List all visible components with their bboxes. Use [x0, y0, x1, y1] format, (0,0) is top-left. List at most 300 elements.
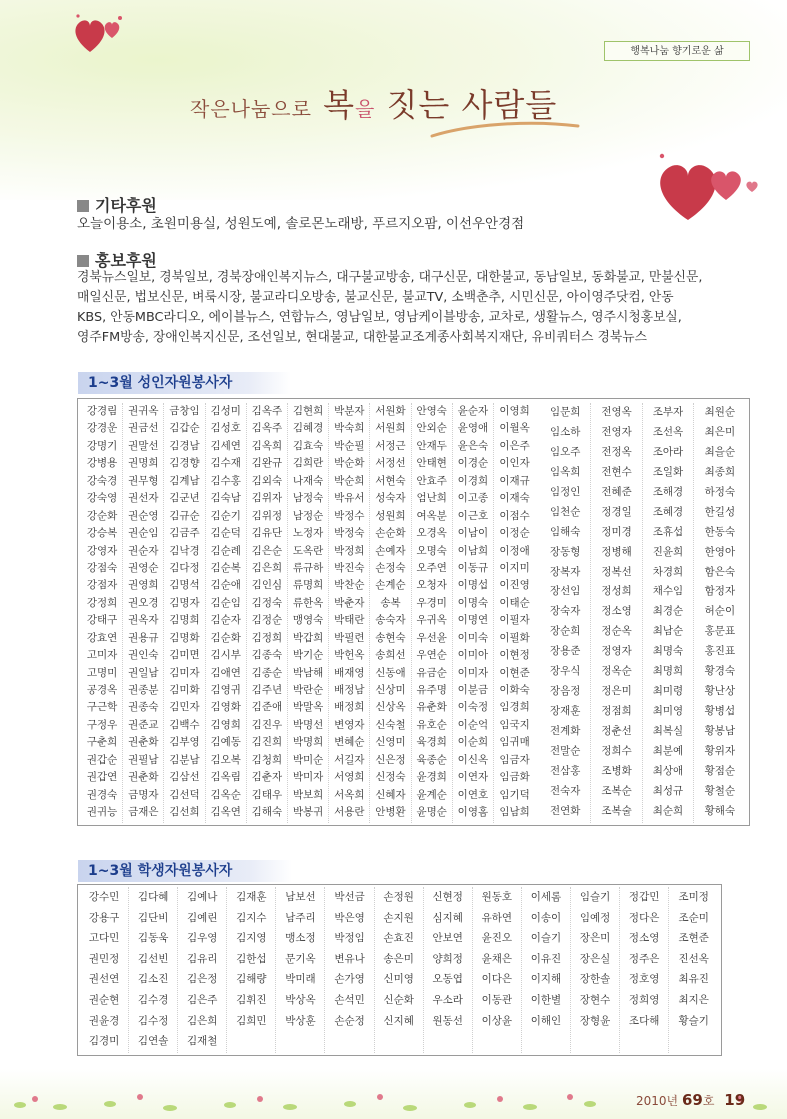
volunteer-name: 송현숙 — [375, 631, 406, 644]
volunteer-name: 박찬순 — [334, 579, 365, 592]
volunteer-name: 신은정 — [375, 753, 406, 766]
volunteer-name: 김영귀 — [210, 684, 241, 696]
volunteer-name: 권오경 — [128, 596, 159, 609]
volunteer-name: 강용구 — [88, 911, 120, 924]
volunteer-name: 고미자 — [86, 649, 118, 662]
name-column — [643, 403, 694, 823]
volunteer-name: 김은희 — [187, 1014, 218, 1027]
volunteer-name: 이현정 — [499, 649, 530, 662]
volunteer-name: 정희영 — [628, 993, 660, 1006]
student-volunteers-grid — [77, 884, 722, 1056]
volunteer-name: 김진우 — [251, 718, 283, 731]
volunteer-name: 황난상 — [704, 685, 736, 698]
volunteer-name: 이세롬 — [530, 891, 562, 903]
volunteer-name: 배정남 — [334, 684, 365, 696]
volunteer-name: 조선옥 — [652, 425, 684, 438]
pr-line: 경북뉴스일보, 경북일보, 경북장애인복지뉴스, 대구불교방송, 대구신문, 대한불교, 동남일보, 동화불교, 만불신문, — [77, 270, 703, 285]
name-column — [123, 403, 164, 823]
volunteer-name: 최지은 — [678, 993, 709, 1006]
volunteer-name: 박유서 — [334, 492, 365, 505]
volunteer-name: 김수홍 — [210, 474, 241, 487]
volunteer-name: 서원희 — [375, 422, 406, 435]
volunteer-name: 장용준 — [549, 645, 581, 658]
volunteer-name: 권귀능 — [86, 806, 118, 819]
volunteer-name: 권일남 — [128, 666, 159, 679]
volunteer-name: 권순임 — [128, 527, 159, 540]
volunteer-name: 오청자 — [416, 579, 447, 592]
volunteer-name: 전연화 — [549, 804, 581, 817]
volunteer-name: 손순화 — [375, 527, 406, 540]
volunteer-name: 장은미 — [579, 932, 611, 945]
name-column — [129, 887, 178, 1053]
name-column — [82, 403, 123, 823]
volunteer-name: 김종순 — [251, 666, 283, 679]
volunteer-name: 신상옥 — [375, 701, 406, 714]
volunteer-name: 신정숙 — [375, 771, 406, 784]
volunteer-name: 김옥주 — [251, 422, 283, 435]
volunteer-name: 김유리 — [187, 952, 218, 965]
volunteer-name: 정영자 — [601, 645, 632, 658]
volunteer-name: 강수민 — [88, 891, 120, 903]
volunteer-name: 임소하 — [549, 425, 581, 438]
volunteer-name: 이경순 — [457, 457, 489, 470]
volunteer-name: 김선빈 — [137, 952, 169, 965]
volunteer-name: 최을순 — [704, 445, 736, 458]
volunteer-name: 허순이 — [704, 605, 736, 618]
volunteer-name: 임슬기 — [579, 891, 611, 903]
volunteer-name: 임기덕 — [499, 788, 530, 801]
name-column — [178, 887, 227, 1053]
volunteer-name: 윤진오 — [481, 932, 513, 945]
volunteer-name: 양희정 — [432, 952, 463, 965]
volunteer-name: 이한별 — [530, 993, 562, 1006]
volunteer-name: 정병해 — [601, 545, 632, 558]
volunteer-name: 권옥자 — [128, 614, 159, 627]
volunteer-name: 김재훈 — [236, 891, 267, 903]
volunteer-name: 김숙남 — [210, 492, 241, 505]
volunteer-name: 최명희 — [652, 665, 684, 678]
volunteer-name: 박보희 — [292, 788, 324, 801]
volunteer-name: 김진희 — [251, 736, 283, 749]
name-column — [694, 403, 745, 823]
volunteer-name: 강승복 — [86, 527, 118, 540]
volunteer-name: 김은정 — [187, 973, 218, 986]
volunteer-name: 권영순 — [128, 561, 159, 574]
volunteer-name: 윤순자 — [457, 405, 489, 417]
volunteer-name: 김위자 — [251, 492, 283, 505]
volunteer-name: 박말옥 — [292, 701, 324, 714]
volunteer-name: 신상미 — [375, 684, 406, 696]
square-bullet-icon — [77, 255, 89, 267]
volunteer-name: 강명기 — [86, 439, 118, 452]
volunteer-name: 손석민 — [334, 993, 365, 1006]
adult-left-columns — [82, 403, 536, 823]
volunteer-name: 이진영 — [499, 579, 530, 592]
volunteer-name: 전현수 — [601, 465, 632, 478]
footer-issue-number: 69 — [681, 1091, 703, 1109]
volunteer-name: 김소진 — [137, 973, 169, 986]
volunteer-name: 김예나 — [187, 891, 218, 903]
volunteer-name: 권필남 — [128, 753, 159, 766]
volunteer-name: 이동관 — [481, 993, 513, 1006]
volunteer-name: 권갑순 — [86, 753, 118, 766]
volunteer-name: 강병용 — [86, 457, 118, 470]
volunteer-name: 권말선 — [128, 439, 159, 452]
volunteer-name: 강점숙 — [86, 561, 118, 574]
volunteer-name: 여옥분 — [416, 509, 447, 522]
volunteer-name: 신숙철 — [375, 718, 406, 731]
volunteer-name: 정옥순 — [601, 665, 632, 678]
volunteer-name: 김우영 — [187, 932, 218, 945]
volunteer-name: 강정희 — [86, 596, 118, 609]
volunteer-name: 이명숙 — [457, 596, 489, 609]
volunteer-name: 임오주 — [549, 445, 581, 458]
volunteer-name: 김해량 — [236, 973, 267, 986]
volunteer-name: 황경숙 — [704, 665, 736, 678]
volunteer-name: 전삼홍 — [549, 764, 581, 777]
volunteer-name: 송숙자 — [375, 614, 406, 627]
volunteer-name: 김명자 — [169, 596, 200, 609]
volunteer-name: 김금주 — [169, 527, 200, 540]
volunteer-name: 권무형 — [128, 474, 159, 487]
volunteer-name: 이현준 — [499, 666, 530, 679]
volunteer-name: 우연순 — [416, 649, 447, 662]
volunteer-name: 서원화 — [375, 405, 406, 417]
volunteer-name: 함은숙 — [704, 565, 736, 578]
volunteer-name: 김희란 — [292, 457, 324, 470]
name-column — [329, 403, 370, 823]
volunteer-name: 조복술 — [601, 804, 632, 817]
volunteer-name: 정복선 — [601, 565, 632, 578]
volunteer-name: 안보연 — [432, 932, 463, 945]
volunteer-name: 강영자 — [86, 544, 118, 557]
volunteer-name: 이필화 — [499, 631, 530, 644]
volunteer-name: 정소영 — [628, 932, 660, 945]
volunteer-name: 김선덕 — [169, 788, 200, 801]
volunteer-name: 이다은 — [481, 973, 513, 986]
volunteer-name: 유춘화 — [416, 701, 447, 714]
volunteer-name: 윤채은 — [481, 952, 513, 965]
volunteer-name: 장숙자 — [549, 605, 581, 618]
volunteer-name: 김해숙 — [251, 806, 283, 819]
volunteer-name: 황봉남 — [704, 725, 736, 737]
volunteer-name: 이숙정 — [457, 701, 489, 714]
volunteer-name: 조미정 — [678, 891, 709, 903]
volunteer-name: 김수재 — [210, 457, 241, 470]
volunteer-name: 김세연 — [210, 439, 241, 452]
volunteer-name: 최복실 — [652, 725, 684, 737]
volunteer-name: 육종순 — [416, 753, 447, 766]
volunteer-name: 권선연 — [88, 973, 120, 986]
volunteer-name: 유하연 — [481, 911, 513, 924]
volunteer-name: 박미래 — [285, 973, 316, 986]
volunteer-name: 금창임 — [169, 405, 200, 417]
volunteer-name: 권갑연 — [86, 771, 118, 784]
volunteer-name: 김백수 — [169, 718, 200, 731]
volunteer-name: 강경림 — [86, 405, 118, 417]
volunteer-name: 권민정 — [88, 952, 120, 965]
volunteer-name: 윤명순 — [416, 806, 447, 819]
volunteer-name: 정춘선 — [601, 725, 632, 737]
volunteer-name: 조일화 — [652, 465, 684, 478]
volunteer-name: 이근호 — [457, 509, 489, 522]
volunteer-name: 권종분 — [128, 684, 159, 696]
volunteer-name: 이재규 — [499, 474, 530, 487]
name-column — [412, 403, 453, 823]
volunteer-name: 김옥희 — [251, 439, 283, 452]
volunteer-name: 서옥희 — [334, 788, 365, 801]
volunteer-name: 박선금 — [334, 891, 365, 903]
volunteer-name: 박명희 — [292, 736, 324, 749]
volunteer-name: 이유진 — [530, 952, 562, 965]
volunteer-name: 진윤희 — [652, 545, 684, 558]
volunteer-name: 박상훈 — [285, 1014, 316, 1027]
volunteer-name: 변영자 — [334, 718, 365, 731]
name-column — [669, 887, 718, 1053]
volunteer-name: 장음정 — [549, 685, 581, 698]
heart-cluster-top-left-icon — [70, 10, 130, 60]
volunteer-name: 박숙희 — [334, 422, 365, 435]
volunteer-name: 김은주 — [187, 993, 218, 1006]
volunteer-name: 박정임 — [334, 932, 365, 945]
volunteer-name: 우소라 — [432, 993, 463, 1006]
volunteer-name: 최유진 — [678, 973, 709, 986]
adult-volunteers-grid — [77, 398, 750, 826]
volunteer-name: 이필자 — [499, 614, 530, 627]
volunteer-name: 정주은 — [628, 952, 660, 965]
volunteer-name: 임천순 — [549, 505, 581, 518]
volunteer-name: 김재철 — [187, 1035, 218, 1048]
volunteer-name: 강경운 — [86, 422, 118, 435]
volunteer-name: 이신옥 — [457, 753, 489, 766]
volunteer-name: 구근학 — [86, 701, 118, 714]
volunteer-name: 정순옥 — [601, 625, 632, 638]
volunteer-name: 남정숙 — [292, 492, 324, 505]
volunteer-name: 전계화 — [549, 725, 581, 737]
volunteer-name: 임문희 — [549, 406, 581, 418]
volunteer-name: 한동숙 — [704, 525, 736, 538]
name-column — [227, 887, 276, 1053]
volunteer-name: 구춘희 — [86, 736, 118, 749]
volunteer-name: 손예자 — [375, 544, 406, 557]
volunteer-name: 신혜자 — [375, 788, 406, 801]
volunteer-name: 진선옥 — [678, 952, 709, 965]
page-footer — [636, 1091, 745, 1109]
volunteer-name: 권귀옥 — [128, 405, 159, 417]
volunteer-name: 김주년 — [251, 684, 283, 696]
volunteer-name: 최상애 — [652, 764, 684, 777]
volunteer-name: 김경남 — [169, 439, 200, 452]
volunteer-name: 장동형 — [549, 545, 581, 558]
volunteer-name: 금재은 — [128, 806, 159, 819]
volunteer-name: 강태구 — [86, 614, 118, 627]
volunteer-name: 이지미 — [499, 561, 530, 574]
volunteer-name: 금명자 — [128, 788, 159, 801]
volunteer-name: 박춘자 — [334, 596, 365, 609]
volunteer-name: 심지혜 — [432, 911, 463, 924]
adult-right-columns — [540, 403, 746, 823]
volunteer-name: 김위정 — [251, 509, 283, 522]
volunteer-name: 김정희 — [251, 631, 283, 644]
volunteer-name: 권순자 — [128, 544, 159, 557]
volunteer-name: 서정근 — [375, 439, 406, 452]
volunteer-name: 권종숙 — [128, 701, 159, 714]
volunteer-name: 우경미 — [416, 596, 447, 609]
name-column — [206, 403, 247, 823]
volunteer-name: 권명희 — [128, 457, 159, 470]
volunteer-name: 권선자 — [128, 492, 159, 505]
volunteer-name: 김청희 — [251, 753, 283, 766]
volunteer-name: 이송이 — [530, 911, 562, 924]
volunteer-name: 정갑민 — [628, 891, 660, 903]
volunteer-name: 전영자 — [601, 425, 632, 438]
volunteer-name: 이순억 — [457, 718, 489, 731]
volunteer-name: 황위자 — [704, 744, 736, 757]
volunteer-name: 박명선 — [292, 718, 324, 731]
pr-line: 매일신문, 법보신문, 벼룩시장, 불교라디오방송, 불교신문, 불교TV, 소백춘추, 시민신문, 아이영주닷컴, 안동 — [77, 290, 674, 305]
volunteer-name: 성숙자 — [375, 492, 406, 505]
volunteer-name: 오경옥 — [416, 527, 447, 540]
volunteer-name: 김부영 — [169, 736, 200, 749]
volunteer-name: 서영희 — [334, 771, 365, 784]
volunteer-name: 권영희 — [128, 579, 159, 592]
footer-issue-suffix: 호 — [702, 1094, 715, 1108]
volunteer-name: 김시부 — [210, 649, 241, 662]
volunteer-name: 권용규 — [128, 631, 159, 644]
volunteer-name: 윤계순 — [416, 788, 447, 801]
name-column — [540, 403, 591, 823]
volunteer-name: 김완규 — [251, 457, 283, 470]
volunteer-name: 김민자 — [169, 701, 200, 714]
volunteer-name: 이미숙 — [457, 631, 489, 644]
volunteer-name: 최순희 — [652, 804, 684, 817]
volunteer-name: 권인숙 — [128, 649, 159, 662]
volunteer-name: 장재훈 — [549, 705, 581, 718]
volunteer-name: 최성규 — [652, 784, 684, 797]
volunteer-name: 하정숙 — [704, 485, 736, 498]
volunteer-name: 이태순 — [499, 596, 530, 609]
student-columns — [80, 887, 719, 1053]
volunteer-name: 맹영숙 — [292, 614, 324, 627]
name-column — [164, 403, 205, 823]
volunteer-name: 조현준 — [678, 932, 709, 945]
volunteer-name: 박순화 — [334, 457, 365, 470]
volunteer-name: 이지해 — [530, 973, 562, 986]
volunteer-name: 김유단 — [251, 527, 283, 540]
volunteer-name: 김군년 — [169, 492, 200, 505]
volunteer-name: 육경희 — [416, 736, 447, 749]
volunteer-name: 이점수 — [499, 509, 530, 522]
volunteer-name: 박은영 — [334, 911, 365, 924]
volunteer-name: 구정우 — [86, 718, 118, 731]
volunteer-name: 유주명 — [416, 684, 447, 696]
volunteer-name: 임귀매 — [499, 736, 530, 749]
volunteer-name: 유금순 — [416, 666, 447, 679]
volunteer-name: 이미자 — [457, 666, 489, 679]
name-column — [591, 403, 642, 823]
volunteer-name: 황점순 — [704, 764, 736, 777]
volunteer-name: 이명섭 — [457, 579, 489, 592]
volunteer-name: 박상옥 — [285, 993, 316, 1006]
adult-volunteers-title: 1~3월 성인자원봉사자 — [78, 372, 291, 394]
volunteer-name: 최미영 — [652, 705, 684, 718]
volunteer-name: 조혜경 — [652, 505, 684, 518]
volunteer-name: 도옥란 — [292, 544, 324, 557]
volunteer-name: 김순기 — [210, 509, 241, 522]
volunteer-name: 최분예 — [652, 744, 684, 757]
volunteer-name: 장한솔 — [579, 973, 611, 986]
volunteer-name: 박정희 — [334, 544, 365, 557]
volunteer-name: 조복순 — [601, 784, 632, 797]
volunteer-name: 이남이 — [457, 527, 489, 540]
volunteer-name: 김은희 — [251, 561, 283, 574]
volunteer-name: 최남순 — [652, 625, 684, 638]
section-body-pr — [77, 268, 737, 348]
name-column — [80, 887, 129, 1053]
volunteer-name: 손가영 — [334, 973, 365, 986]
footer-page-number: 19 — [724, 1091, 746, 1109]
volunteer-name: 김순임 — [210, 596, 241, 609]
volunteer-name: 권금선 — [128, 422, 159, 435]
volunteer-name: 임옥희 — [549, 465, 581, 478]
volunteer-name: 김미면 — [169, 649, 200, 662]
volunteer-name: 송희선 — [375, 649, 406, 662]
volunteer-name: 최명숙 — [652, 645, 684, 658]
name-column — [247, 403, 288, 823]
volunteer-name: 차경희 — [652, 565, 684, 578]
volunteer-name: 권순영 — [128, 509, 159, 522]
volunteer-name: 서정선 — [375, 457, 406, 470]
volunteer-name: 이정순 — [499, 527, 530, 540]
volunteer-name: 전숙자 — [549, 784, 581, 797]
volunteer-name: 김예린 — [187, 911, 218, 924]
volunteer-name: 공경옥 — [86, 684, 118, 696]
volunteer-name: 이남희 — [457, 544, 489, 557]
volunteer-name: 박미자 — [292, 771, 324, 784]
volunteer-name: 김갑순 — [169, 422, 200, 435]
volunteer-name: 김명희 — [169, 614, 200, 627]
volunteer-name: 이상윤 — [481, 1014, 513, 1027]
name-column — [424, 887, 473, 1053]
volunteer-name: 김옥순 — [210, 788, 241, 801]
volunteer-name: 안외순 — [416, 422, 447, 435]
volunteer-name: 변유나 — [334, 952, 365, 965]
volunteer-name: 이분금 — [457, 684, 489, 696]
volunteer-name: 김인심 — [251, 579, 283, 592]
volunteer-name: 김단비 — [137, 911, 169, 924]
volunteer-name: 박태란 — [334, 614, 365, 627]
volunteer-name: 김정숙 — [251, 596, 283, 609]
volunteer-name: 임정인 — [549, 485, 581, 498]
volunteer-name: 원동선 — [432, 1014, 463, 1027]
footer-issue-year: 2010년 — [636, 1094, 679, 1108]
volunteer-name: 김휘진 — [236, 993, 267, 1006]
volunteer-name: 김규순 — [169, 509, 200, 522]
name-column — [473, 887, 522, 1053]
volunteer-name: 권윤경 — [88, 1014, 120, 1027]
volunteer-name: 오명숙 — [416, 544, 447, 557]
volunteer-name: 정다은 — [628, 911, 660, 924]
volunteer-name: 임금자 — [499, 753, 530, 766]
name-column — [522, 887, 571, 1053]
volunteer-name: 전혜준 — [601, 485, 632, 498]
volunteer-name: 이화숙 — [499, 684, 530, 696]
volunteer-name: 김수경 — [137, 993, 169, 1006]
volunteer-name: 권순현 — [88, 993, 120, 1006]
volunteer-name: 박란순 — [292, 684, 324, 696]
volunteer-name: 변혜순 — [334, 736, 365, 749]
volunteer-name: 유호순 — [416, 718, 447, 731]
